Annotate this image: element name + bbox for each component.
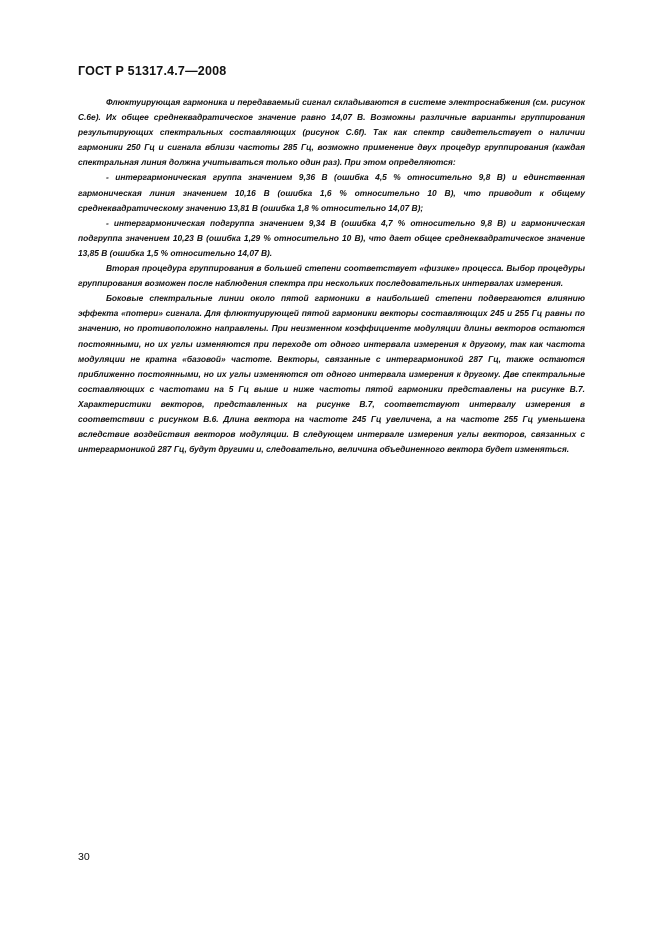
paragraph: Боковые спектральные линии около пятой гармоники в наибольшей степени подвергаются влиянию эффекта «потери» сигнала. Для флюктуирующей пятой гармоники векторы составляющих 245 и 255 Гц равны по значению, но противоположно направлены. При неизменном коэффициенте модуляции длины векторов остаются постоянными, но их углы изменяются при переходе от одного интервала измерения к другому, так как частота модуляции не кратна «базовой» частоте. Векторы, связанные с интергармоникой 287 Гц, также остаются приближенно постоянными, но их углы изменяются от одного интервала измерения к другому. Две спектральные составляющих с частотами на 5 Гц выше и ниже частоты пятой гармоники представлены на рисунке В.7. Характеристики векторов, представленных на рисунке В.7, соответствуют интервалу измерения в соответствии с рисунком В.6. Длина вектора на частоте 245 Гц увеличена, а на частоте 255 Гц уменьшена вследствие воздействия векторов модуляции. В следующем интервале измерения углы векторов, связанных с интергармоникой 287 Гц, будут другими и, следовательно, величина объединенного вектора будет изменяться.: [78, 293, 585, 455]
document-header: ГОСТ Р 51317.4.7—2008: [78, 64, 227, 78]
paragraph: Вторая процедура группирования в большей степени соответствует «физике» процесса. Выбор процедуры группирования возможен после наблюдения спектра при нескольких последовательных интервалах измерения.: [78, 263, 585, 289]
paragraph: - интергармоническая группа значением 9,36 В (ошибка 4,5 % относительно 9,8 В) и единственная гармоническая линия значением 10,16 В (ошибка 1,6 % относительно 10 В), что приводит к общему среднеквадратическому значению 13,81 В (ошибка 1,8 % относительно 14,07 В);: [78, 172, 585, 213]
paragraph: - интергармоническая подгруппа значением 9,34 В (ошибка 4,7 % относительно 9,8 В) и гармоническая подгруппа значением 10,23 В (ошибка 1,29 % относительно 10 В), что дает общее среднеквадратическое значение 13,85 В (ошибка 1,5 % относительно 14,07 В).: [78, 217, 585, 258]
page-number: 30: [78, 851, 90, 863]
document-body: [78, 95, 585, 457]
paragraph: Флюктуирующая гармоника и передаваемый сигнал складываются в системе электроснабжения (см. рисунок С.6е). Их общее среднеквадратическое значение равно 14,07 В. Возможны различные варианты группирования результирующих спектральных составляющих (рисунок С.6f). Так как спектр свидетельствует о наличии гармоники 250 Гц и сигнала вблизи частоты 285 Гц, возможно применение двух процедур группирования (каждая спектральная линия должна учитываться только один раз). При этом определяются:: [78, 97, 585, 168]
